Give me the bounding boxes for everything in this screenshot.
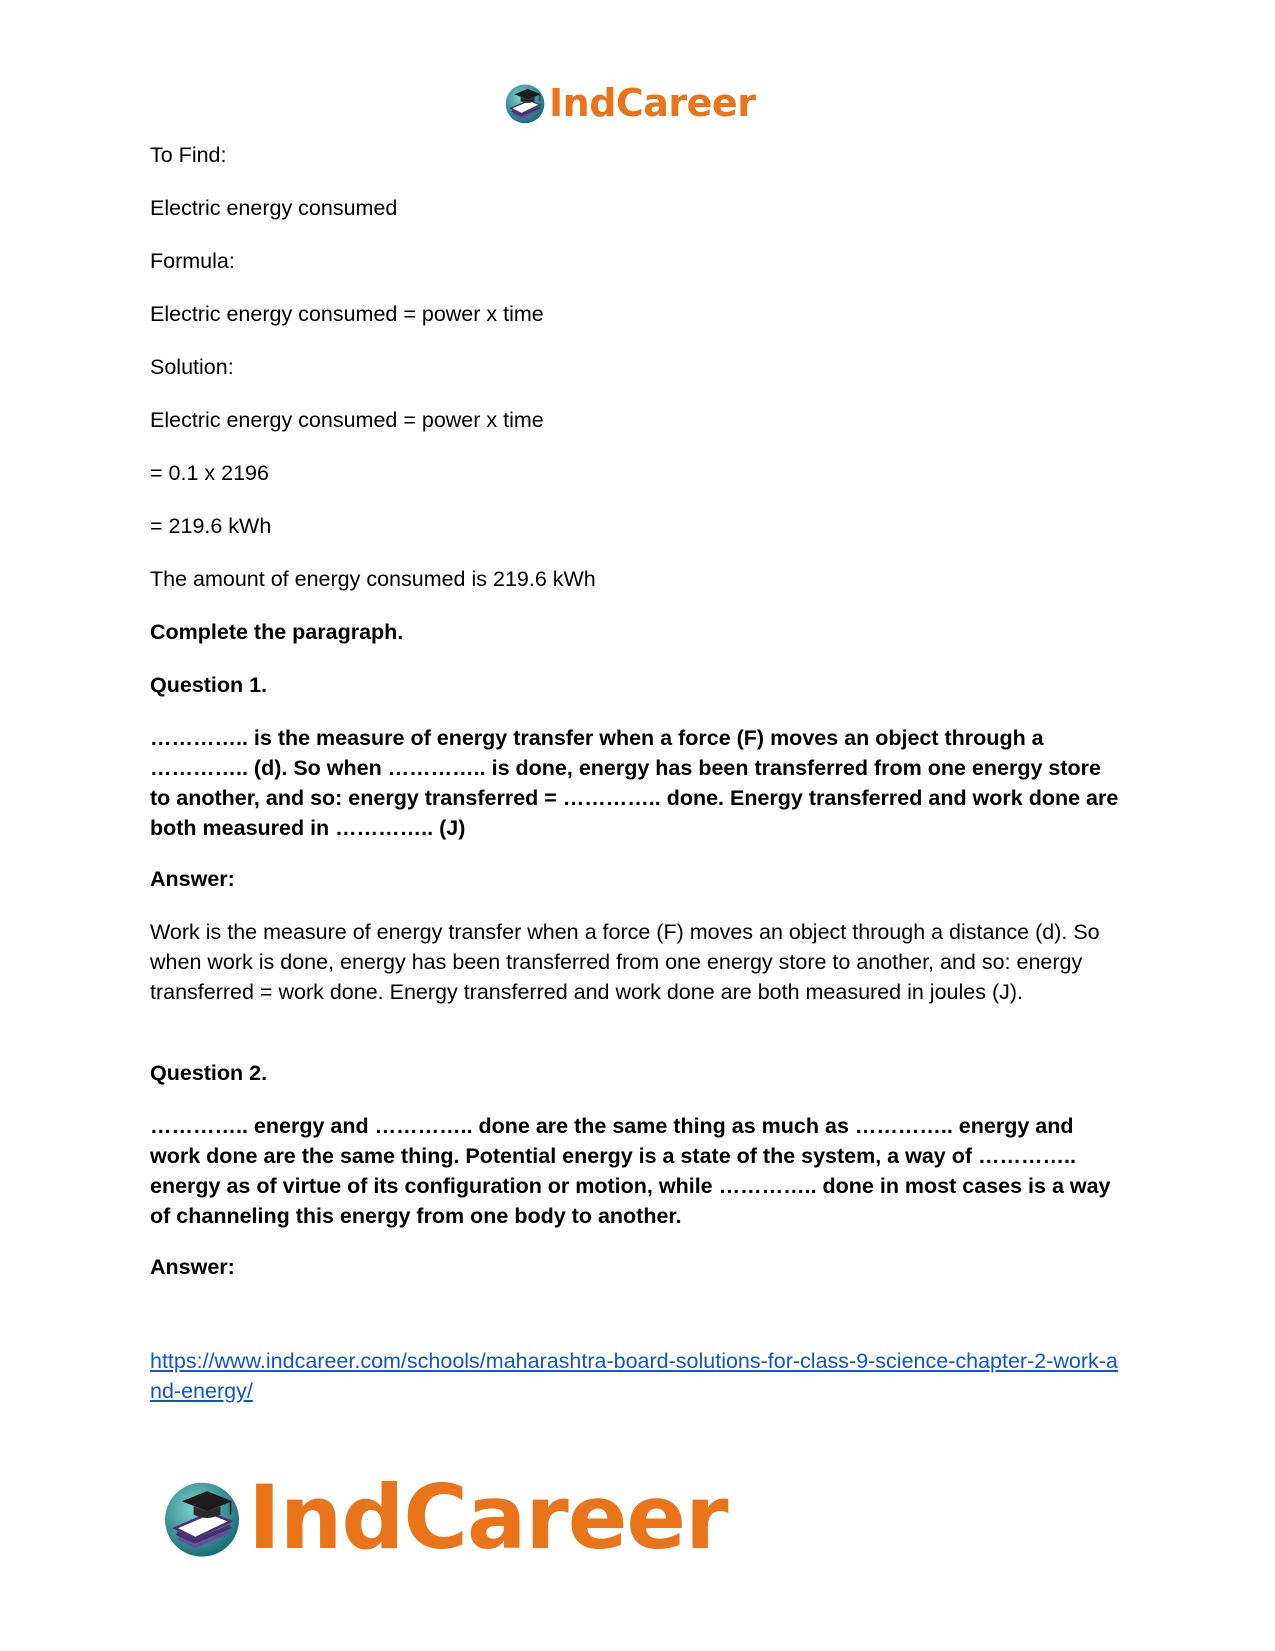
graduation-cap-book-globe-icon <box>503 81 547 125</box>
to-find-label: To Find: <box>150 143 227 167</box>
solution-line-3: = 219.6 kWh <box>150 514 272 538</box>
source-link[interactable]: https://www.indcareer.com/schools/maharashtra-board-solutions-for-class-9-science-chapter-2-work-and-energy/ <box>150 1349 1118 1403</box>
solution-line-2: = 0.1 x 2196 <box>150 461 269 485</box>
question-2-heading: Question 2. <box>150 1061 268 1085</box>
result-text: The amount of energy consumed is 219.6 kWh <box>150 567 596 591</box>
question-1-heading: Question 1. <box>150 673 268 697</box>
question-1-answer-text: Work is the measure of energy transfer when a force (F) moves an object through a distance (d). So when work is done, energy has been transferred from one energy store to another, and so: energy transferred = work done. Energy transferred and work done are both measured in joules (J). <box>150 920 1100 1004</box>
header-logo-text: IndCareer <box>549 81 756 125</box>
question-2-text: ………….. energy and ………….. done are the same thing as much as ………….. energy and work done are the same thing. Potential energy is a state of the system, a way of ………….. energy as of virtue of its configuration or motion, while ………….. done in most cases is a way of channeling this energy from one body to another. <box>150 1114 1111 1228</box>
question-2-answer-label: Answer: <box>150 1255 235 1279</box>
to-find-value: Electric energy consumed <box>150 196 398 220</box>
header-logo <box>503 80 755 126</box>
solution-line-1: Electric energy consumed = power x time <box>150 408 544 432</box>
question-1-answer-label: Answer: <box>150 867 235 891</box>
solution-label: Solution: <box>150 355 234 379</box>
section-heading: Complete the paragraph. <box>150 620 404 644</box>
footer-logo-text: IndCareer <box>248 1466 728 1569</box>
question-1-text: ………….. is the measure of energy transfer when a force (F) moves an object through a ………….. (d). So when ………….. is done, energy has been transferred from one energy store to another, and so: energy transferred = ………….. done. Energy transferred and work done are both measured in ………….. (J) <box>150 726 1119 840</box>
formula-value: Electric energy consumed = power x time <box>150 302 544 326</box>
graduation-cap-book-globe-icon <box>160 1476 244 1560</box>
footer-logo <box>160 1468 728 1568</box>
formula-label: Formula: <box>150 249 235 273</box>
